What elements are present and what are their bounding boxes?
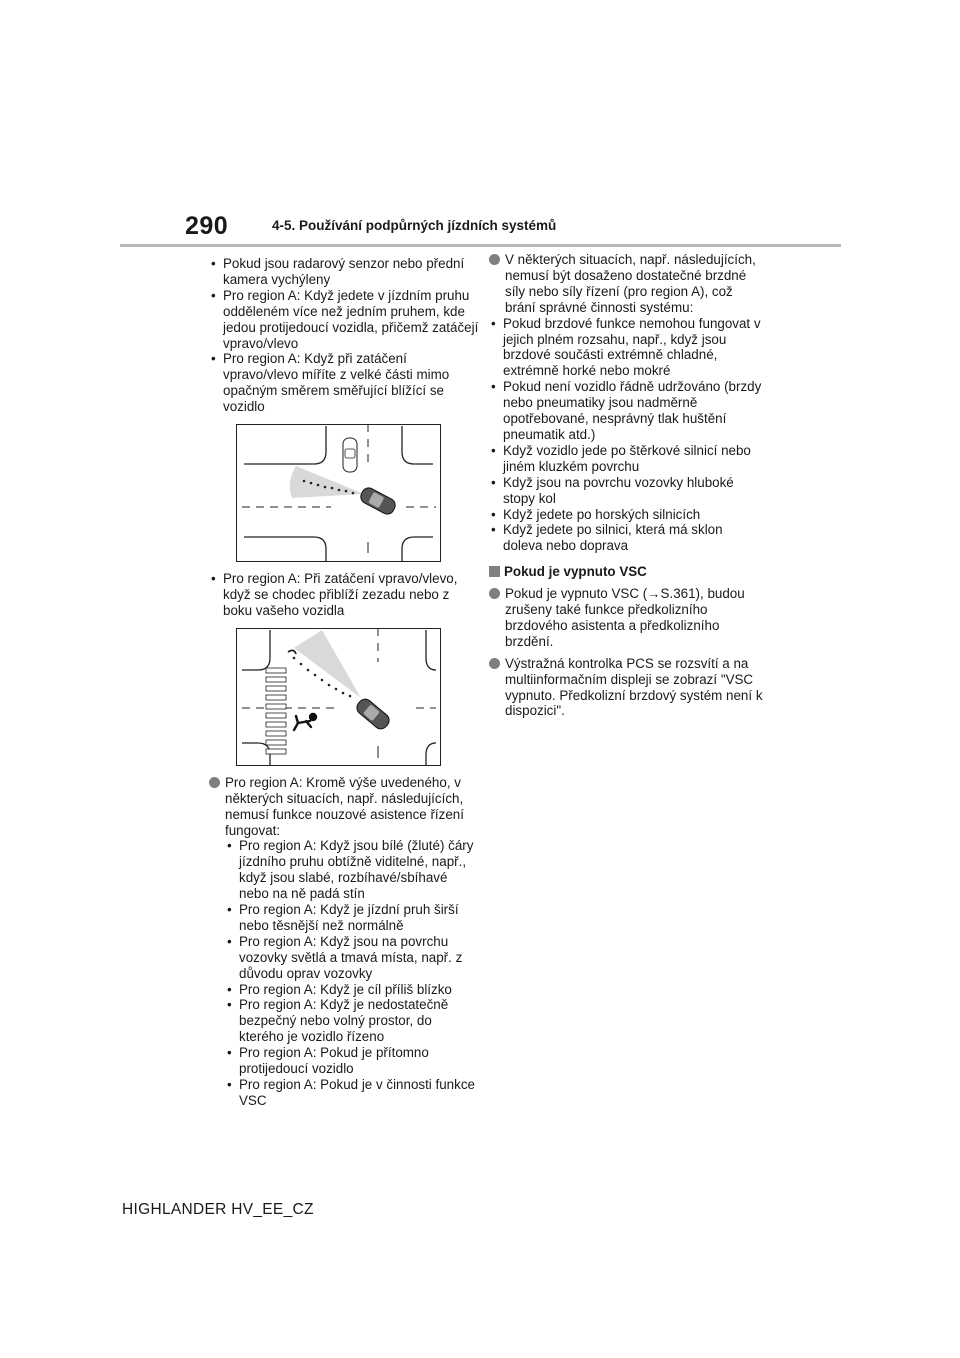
- note-text: Pokud je vypnuto VSC (→S.361), budou zrušeny také funkce předkolizního brzdového asistenta a předkolizního brzdění.: [505, 586, 745, 649]
- list-item: • Pro region A: Když je nedostatečně bezpečný nebo volný prostor, do kterého je vozidlo řízeno: [225, 997, 479, 1045]
- note-point: [489, 586, 764, 650]
- list-item: • Pokud brzdové funkce nemohou fungovat v jejich plném rozsahu, např., když jsou brzdové součásti extrémně chladné, extrémně horké nebo mokré: [489, 316, 764, 380]
- list-item: • Pro region A: Když jedete v jízdním pruhu odděleném více než jedním pruhem, kde jedou protijedoucí vozidla, přičemž zatáčejí vpravo/vlevo: [209, 288, 479, 352]
- list-item: • Když vozidlo jede po štěrkové silnicí nebo jiném kluzkém povrchu: [489, 443, 764, 475]
- header-divider: [120, 244, 841, 247]
- note-point: [209, 775, 479, 1109]
- list-item: • Pro region A: Pokud je v činnosti funkce VSC: [225, 1077, 479, 1109]
- list-item: • Pro region A: Při zatáčení vpravo/vlevo, když se chodec přiblíží zezadu nebo z boku vašeho vozidla: [209, 571, 479, 619]
- square-marker-icon: [489, 566, 500, 577]
- page-number: 290: [185, 212, 229, 240]
- bullet-list-braking: [489, 316, 764, 555]
- list-item: • Pro region A: Když při zatáčení vpravo/vlevo míříte z velké části mimo opačným směrem směřující blížící se vozidlo: [209, 351, 479, 415]
- bullet-list-top: [209, 256, 479, 415]
- note-point: [489, 656, 764, 720]
- figure-turn-pedestrian: [236, 628, 479, 766]
- note-text: Výstražná kontrolka PCS se rozsvítí a na multiinformačním displeji se zobrazí "VSC vypnuto. Předkolizní brzdový systém není k dispozici".: [505, 655, 763, 719]
- note-point: [489, 252, 764, 316]
- list-item: • Když jedete po silnici, která má sklon doleva nebo doprava: [489, 522, 764, 554]
- left-column: [209, 256, 479, 1109]
- list-item: • Pro region A: Pokud je přítomno protijedoucí vozidlo: [225, 1045, 479, 1077]
- subheading-text: Pokud je vypnuto VSC: [504, 564, 647, 580]
- list-item: • Když jedete po horských silnicích: [489, 507, 764, 523]
- figure-left-turn-oncoming-vehicle: [236, 424, 479, 562]
- list-item: • Pro region A: Když jsou bílé (žluté) čáry jízdního pruhu obtížně viditelné, např., když jsou slabé, rozbíhavé/sbíhavé nebo na ně padá stín: [225, 838, 479, 902]
- subheading: [489, 564, 764, 580]
- list-item: • Pro region A: Když je jízdní pruh širší nebo těsnější než normálně: [225, 902, 479, 934]
- list-item: • Pokud není vozidlo řádně udržováno (brzdy nebo pneumatiky jsou nadměrně opotřebované, nesprávný tlak huštění pneumatik atd.): [489, 379, 764, 443]
- note-intro: V některých situacích, např. následujících, nemusí být dosaženo dostatečné brzdné síly nebo síly řízení (pro region A), což brání správné činnosti systému:: [505, 252, 756, 315]
- list-item: • Pro region A: Když je cíl příliš blízko: [225, 982, 479, 998]
- bullet-list-middle: [209, 571, 479, 619]
- note-intro: Pro region A: Kromě výše uvedeného, v některých situacích, např. následujících, nemusí funkce nouzové asistence řízení fungovat:: [225, 774, 464, 838]
- list-item: • Když jsou na povrchu vozovky hluboké stopy kol: [489, 475, 764, 507]
- bullet-dot-icon: [209, 777, 220, 788]
- section-title: 4-5. Používání podpůrných jízdních systémů: [272, 218, 557, 233]
- list-item: • Pro region A: Když jsou na povrchu vozovky světlá a tmavá místa, např. z důvodu oprav vozovky: [225, 934, 479, 982]
- bullet-dot-icon: [489, 254, 500, 265]
- bullet-list-conditions: [225, 838, 479, 1108]
- bullet-dot-icon: [489, 658, 500, 669]
- list-item: • Pokud jsou radarový senzor nebo přední kamera vychýleny: [209, 256, 479, 288]
- footer-model-code: HIGHLANDER HV_EE_CZ: [122, 1201, 314, 1218]
- right-column: [489, 252, 764, 719]
- bullet-dot-icon: [489, 588, 500, 599]
